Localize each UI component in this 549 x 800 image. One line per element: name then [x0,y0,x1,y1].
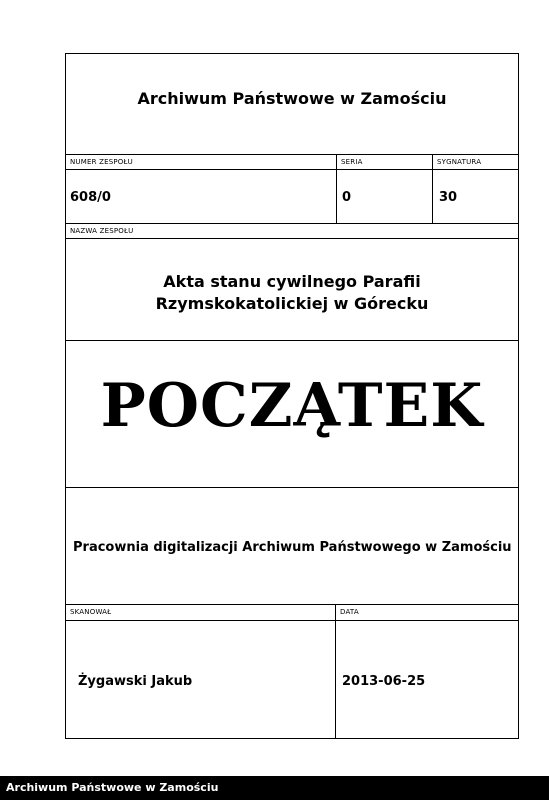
fields-value-row [66,170,518,224]
marker-row [66,341,518,488]
data-label: DATA [340,608,359,616]
start-marker: POCZĄTEK [100,371,484,441]
scan-label-row [66,605,518,621]
skanowal-label: SKANOWAŁ [70,608,112,616]
nazwa-label-row [66,224,518,239]
archive-name: Archiwum Państwowe w Zamościu [137,89,447,108]
scan-value-row [66,621,518,738]
numer-value: 608/0 [70,190,111,205]
footer-bar [0,776,549,800]
nazwa-line-2: Rzymskokatolickiej w Górecku [155,294,429,313]
workshop-row [66,488,518,605]
nazwa-value-row [66,239,518,341]
card-header [66,54,518,155]
fields-label-row [66,155,518,170]
seria-value: 0 [342,190,352,205]
skanowal-value: Żygawski Jakub [78,674,193,689]
workshop-text: Pracownia digitalizacji Archiwum Państwowego w Zamościu [73,540,512,555]
data-value: 2013-06-25 [342,674,426,689]
seria-label: SERIA [341,158,363,166]
nazwa-label: NAZWA ZESPOŁU [70,227,134,235]
sygnatura-label: SYGNATURA [437,158,482,166]
sygnatura-value: 30 [439,190,458,205]
numer-label: NUMER ZESPOŁU [70,158,133,166]
footer-text: Archiwum Państwowe w Zamościu [6,781,219,794]
nazwa-line-1: Akta stanu cywilnego Parafii [163,272,421,291]
archive-card [65,53,519,739]
